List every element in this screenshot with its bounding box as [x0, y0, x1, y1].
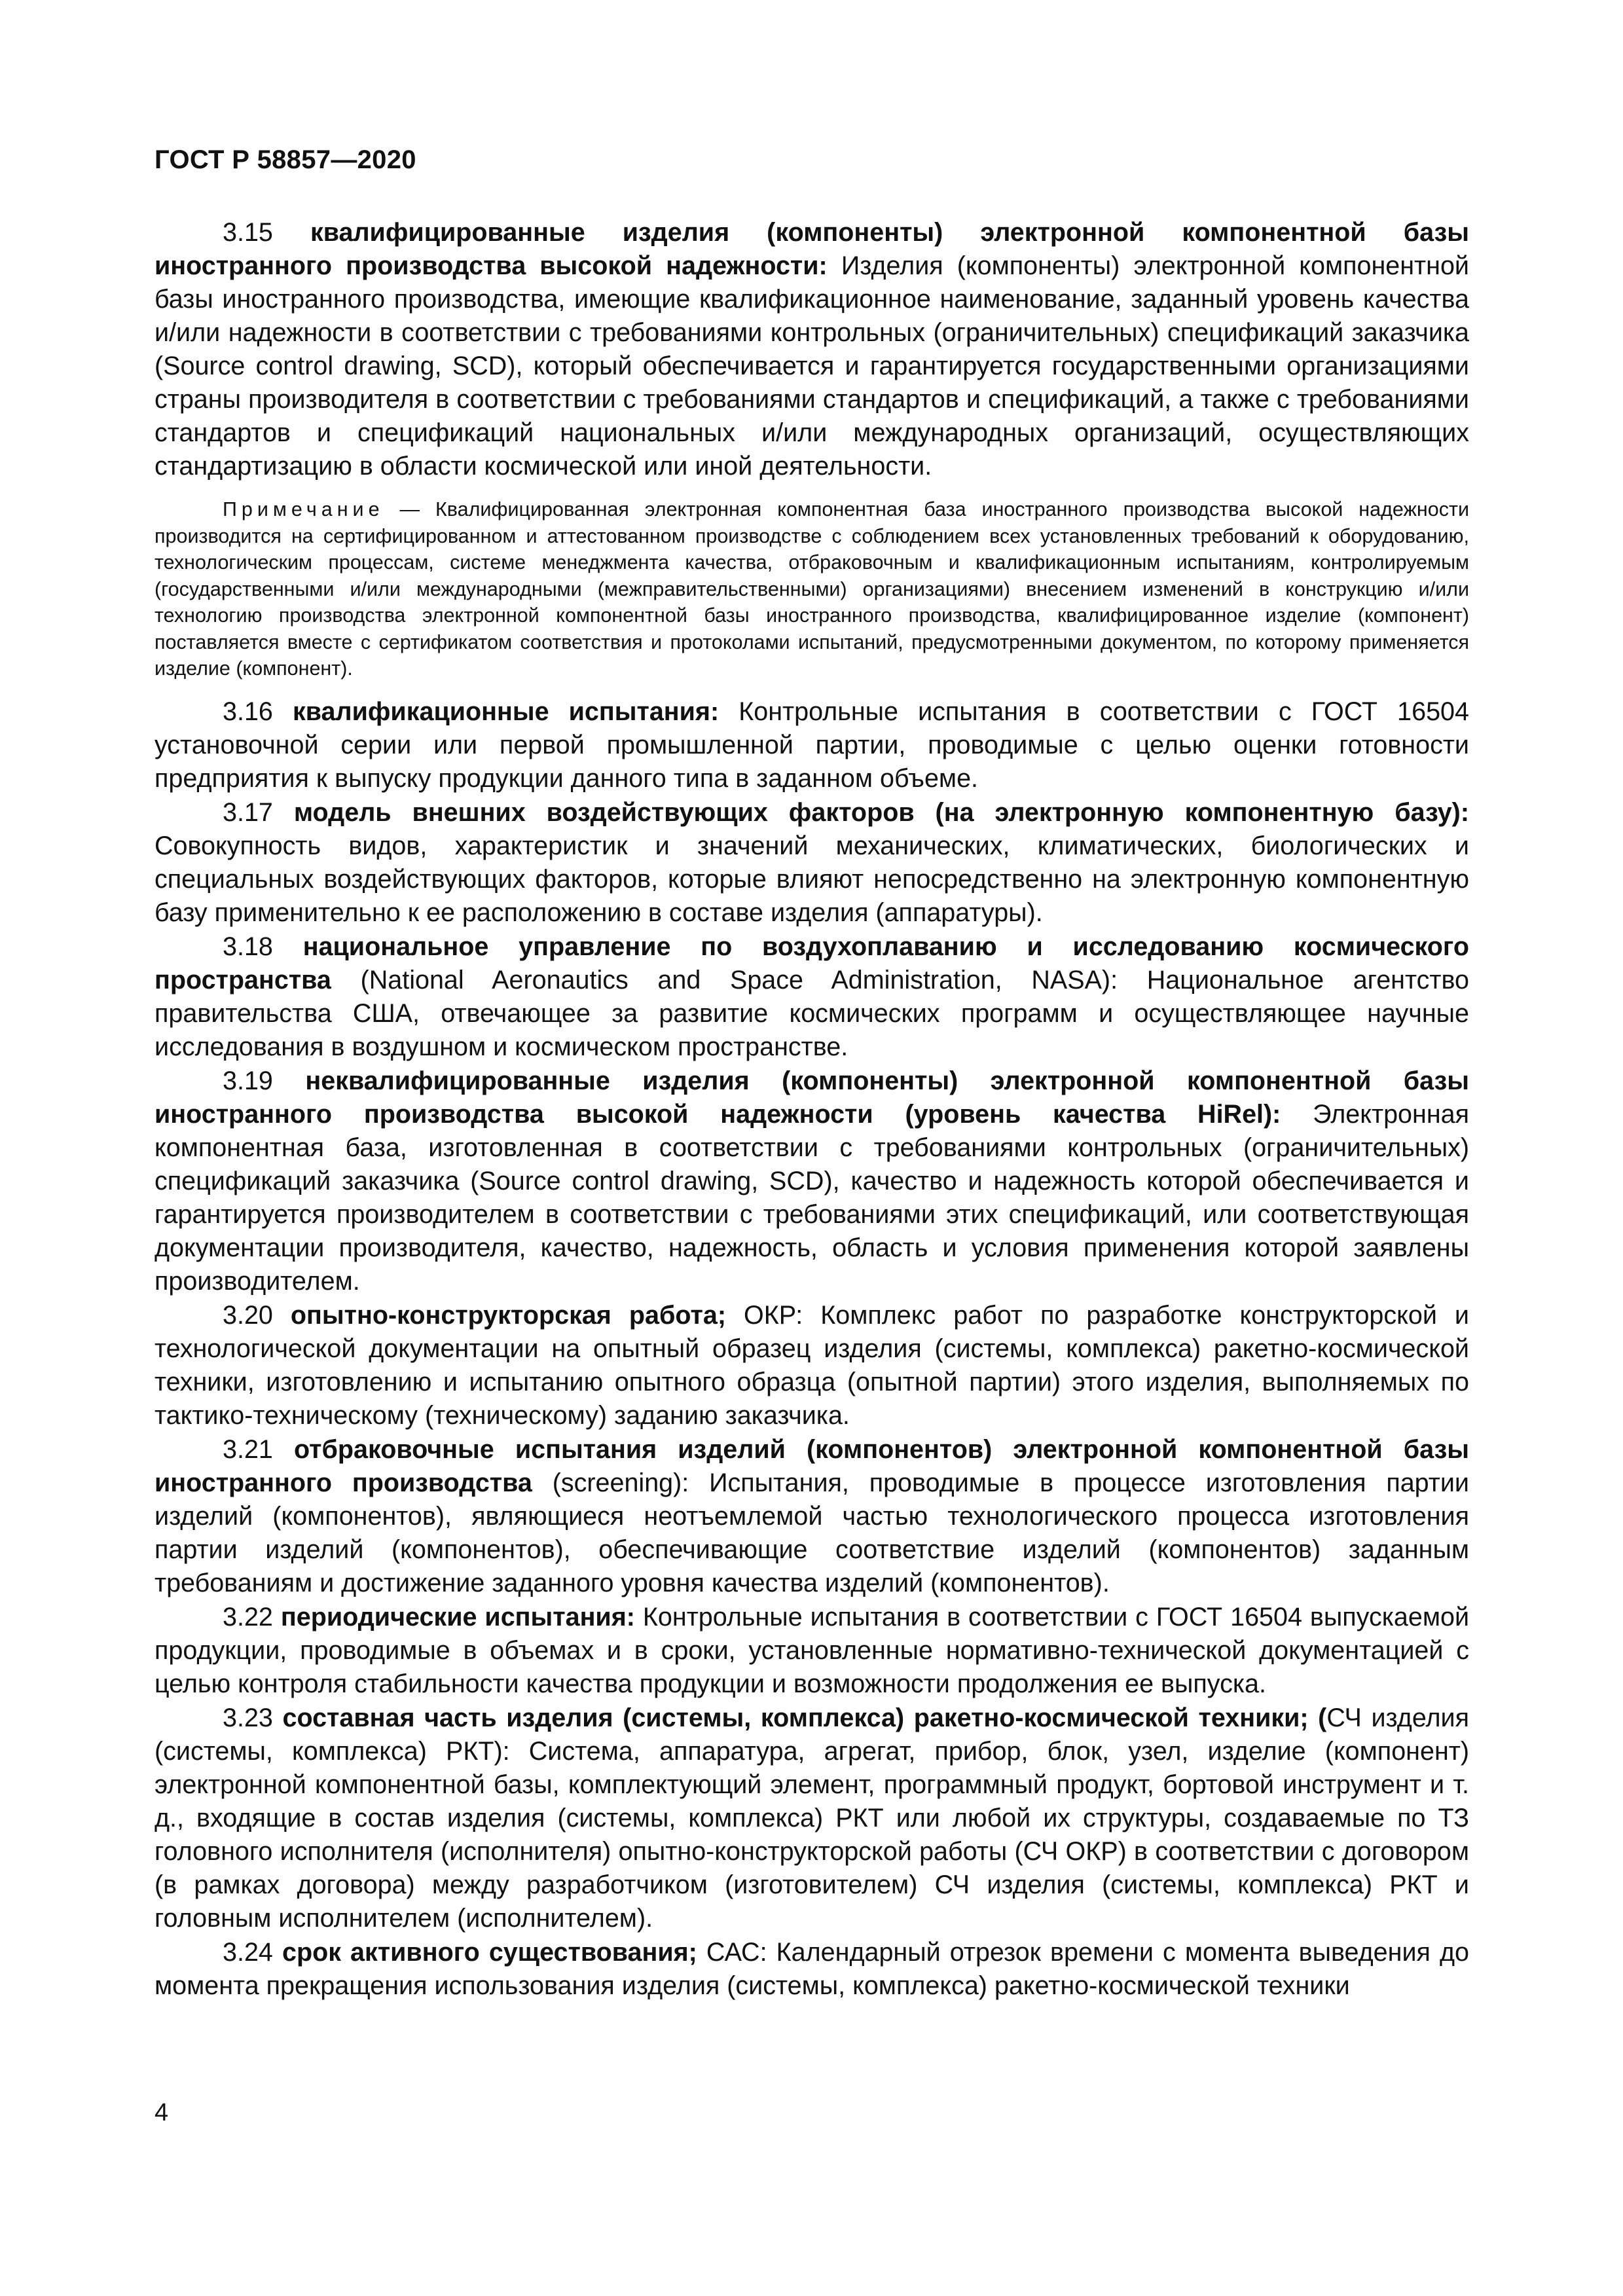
definition-3-24 — [155, 1936, 1469, 2003]
item-number: 3.24 — [223, 1937, 273, 1967]
term-title: национальное управление по воздухоплаванию и исследованию космического пространства — [155, 932, 1469, 994]
definition-text: Контрольные испытания в соответствии с ГОСТ 16504 выпускаемой продукции, проводимые в объемах и в сроки, установленные нормативно-технической документацией с целью контроля стабильности качества продукции и возможности продолжения ее выпуска. — [155, 1602, 1470, 1698]
definition-text: ОКР: Комплекс работ по разработке конструкторской и технологической документации на опытный образец изделия (системы, комплекса) ракетно-космической техники, изготовлению и испытанию опытного образца (опытной партии) этого изделия, выполняемых по тактико-техническому (техническому) заданию заказчика. — [155, 1300, 1469, 1430]
definition-3-15 — [155, 216, 1469, 483]
term-title: периодические испытания: — [280, 1602, 635, 1631]
definition-3-18 — [155, 930, 1469, 1064]
page-number: 4 — [155, 2099, 169, 2126]
term-title: срок активного существования; — [282, 1937, 697, 1967]
item-number: 3.15 — [223, 218, 273, 247]
item-number: 3.18 — [223, 932, 273, 961]
document-body — [155, 216, 1469, 2003]
term-title: неквалифицированные изделия (компоненты) электронной компонентной базы иностранного производства высокой надежности (уровень качества HiRel): — [155, 1066, 1470, 1129]
definition-text: Контрольные испытания в соответствии с ГОСТ 16504 установочной серии или первой промышленной партии, проводимые с целью оценки готовности предприятия к выпуску продукции данного типа в заданном объеме. — [155, 697, 1469, 793]
definition-3-21 — [155, 1433, 1469, 1600]
definition-3-20 — [155, 1299, 1469, 1432]
definition-text: САС: Календарный отрезок времени с момента выведения до момента прекращения использования изделия (системы, комплекса) ракетно-космической техники — [155, 1937, 1470, 2000]
term-title: отбраковочные испытания изделий (компонентов) электронной компонентной базы иностранного производства — [155, 1434, 1469, 1497]
definition-3-22 — [155, 1601, 1469, 1701]
note-label: Примечание — [223, 498, 384, 520]
item-number: 3.19 — [223, 1066, 273, 1095]
definition-text: Электронная компонентная база, изготовленная в соответствии с требованиями контрольных (ограничительных) спецификаций заказчика (Source control drawing, SCD), качество и надежность которой обеспечивается и гарантируется производителем в соответствии с требованиями этих спецификаций, или соответствующая документации производителя, качество, надежность, область и условия применения которой заявлены производителем. — [155, 1099, 1469, 1296]
definition-3-19 — [155, 1065, 1469, 1298]
term-title: квалифицированные изделия (компоненты) электронной компонентной базы иностранного производства высокой надежности: — [155, 218, 1469, 280]
definition-text: Совокупность видов, характеристик и значений механических, климатических, биологических и специальных воздействующих факторов, которые влияют непосредственно на электронную компонентную базу применительно к ее расположению в составе изделия (аппаратуры). — [155, 831, 1469, 927]
term-title: опытно-конструкторская работа; — [290, 1300, 726, 1330]
definition-3-16 — [155, 695, 1469, 795]
definition-3-23 — [155, 1702, 1469, 1935]
standard-header: ГОСТ Р 58857—2020 — [155, 145, 416, 174]
item-number: 3.16 — [223, 697, 273, 726]
item-number: 3.20 — [223, 1300, 273, 1330]
definition-text: (screening): Испытания, проводимые в процессе изготовления партии изделий (компонентов), являющиеся неотъемлемой частью технологического процесса изготовления партии изделий (компонентов), обеспечивающие соответствие изделий (компонентов) заданным требованиям и достижение заданного уровня качества изделий (компонентов). — [155, 1468, 1469, 1597]
definition-text: Изделия (компоненты) электронной компонентной базы иностранного производства, имеющие квалификационное наименование, заданный уровень качества и/или надежности в соответствии с требованиями контрольных (ограничительных) спецификаций заказчика (Source control drawing, SCD), который обеспечивается и гарантируется государственными организациями страны производителя в соответствии с требованиями стандартов и спецификаций, а также с требованиями стандартов и спецификаций национальных и/или международных организаций, осуществляющих стандартизацию в области космической или иной деятельности. — [155, 251, 1469, 481]
definition-text: СЧ изделия (системы, комплекса) РКТ): Система, аппаратура, агрегат, прибор, блок, узел, изделие (компонент) электронной компонентной базы, комплектующий элемент, программный продукт, бортовой инструмент и т. д., входящие в состав изделия (системы, комплекса) РКТ или любой их структуры, создаваемые по ТЗ головного исполнителя (исполнителя) опытно-конструкторской работы (СЧ ОКР) в соответствии с договором (в рамках договора) между разработчиком (изготовителем) СЧ изделия (системы, комплекса) РКТ и головным исполнителем (исполнителем). — [155, 1703, 1469, 1933]
term-title: составная часть изделия (системы, комплекса) ракетно-космической техники; ( — [282, 1703, 1327, 1732]
item-number: 3.17 — [223, 797, 273, 827]
item-number: 3.21 — [223, 1434, 273, 1464]
definition-3-17 — [155, 796, 1469, 930]
definition-text: (National Aeronautics and Space Administration, NASA): Национальное агентство правительства США, отвечающее за развитие космических программ и осуществляющее научные исследования в воздушном и космическом пространстве. — [155, 965, 1469, 1061]
note-3-15 — [155, 496, 1469, 682]
note-text: — Квалифицированная электронная компонентная база иностранного производства высокой надежности производится на сертифицированном и аттестованном производстве с соблюдением всех установленных требований к оборудованию, технологическим процессам, системе менеджмента качества, отбраковочным и квалификационным испытаниям, контролируемым (государственными и/или международными (межправительственными) организациями) внесением изменений в конструкцию и/или технологию производства электронной компонентной базы иностранного производства, квалифицированное изделие (компонент) поставляется вместе с сертификатом соответствия и протоколами испытаний, предусмотренными документом, по которому применяется изделие (компонент). — [155, 498, 1469, 680]
term-title: модель внешних воздействующих факторов (на электронную компонентную базу): — [293, 797, 1469, 827]
term-title: квалификационные испытания: — [292, 697, 720, 726]
item-number: 3.23 — [223, 1703, 273, 1732]
item-number: 3.22 — [223, 1602, 273, 1631]
